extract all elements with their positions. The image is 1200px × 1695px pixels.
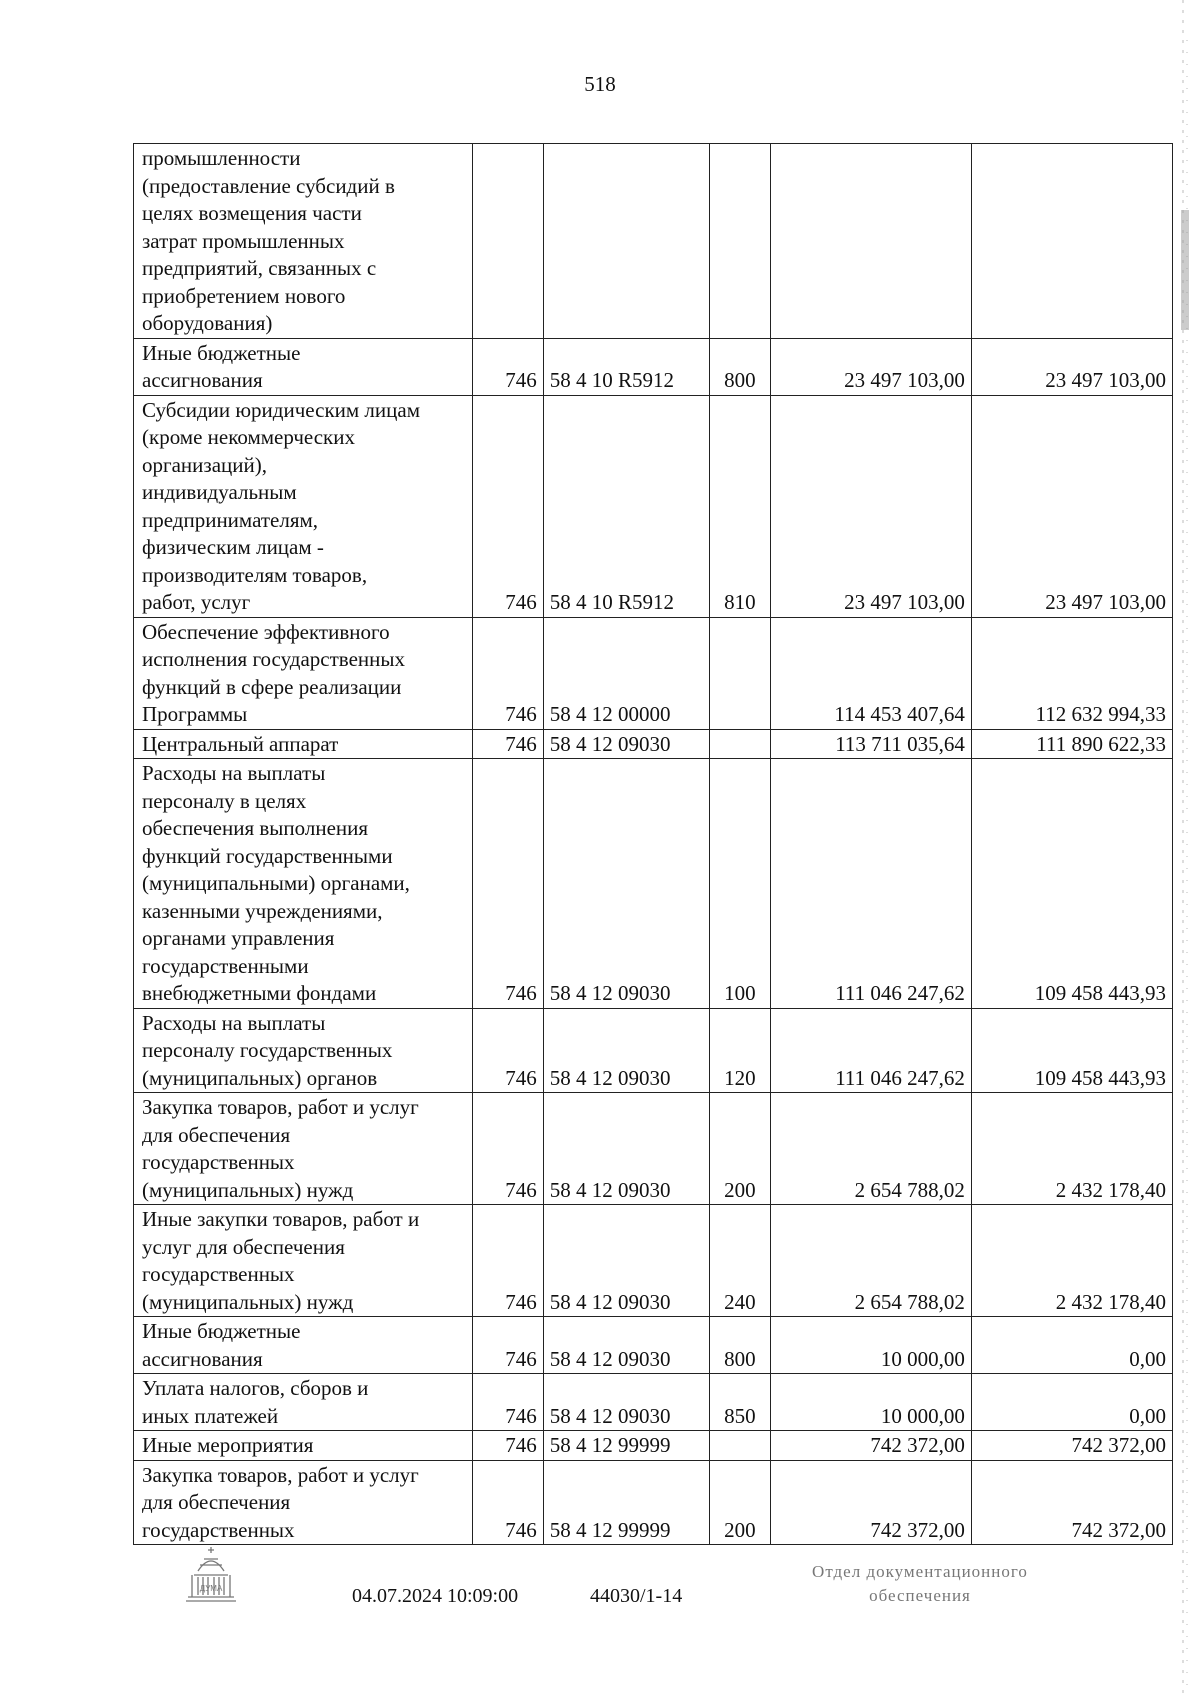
row-ved-code: 746: [473, 1317, 544, 1374]
footer-document-number: 44030/1-14: [590, 1585, 683, 1607]
row-expense-type: 200: [710, 1093, 771, 1205]
row-name: [134, 338, 473, 395]
row-expense-type: 120: [710, 1008, 771, 1093]
row-amount-1: 114 453 407,64: [770, 617, 971, 729]
row-target-article: 58 4 10 R5912: [543, 395, 709, 617]
row-name-text: Субсидии юридическим лицам (кроме некоммерческих организаций), индивидуальным предпринимателям, физическим лицам - производителям товаров, работ, услуг: [142, 397, 420, 614]
table-row: [134, 1008, 1173, 1093]
row-amount-1: 2 654 788,02: [770, 1093, 971, 1205]
table-row: [134, 1460, 1173, 1545]
row-target-article: 58 4 12 09030: [543, 1093, 709, 1205]
row-amount-2: 2 432 178,40: [971, 1205, 1172, 1317]
row-amount-1: 10 000,00: [770, 1374, 971, 1431]
row-target-article: 58 4 12 09030: [543, 1317, 709, 1374]
department-stamp: [770, 1560, 1070, 1608]
row-amount-1: 742 372,00: [770, 1460, 971, 1545]
row-ved-code: 746: [473, 1460, 544, 1545]
row-target-article: 58 4 12 09030: [543, 729, 709, 759]
row-amount-2: 109 458 443,93: [971, 1008, 1172, 1093]
row-amount-2: 0,00: [971, 1317, 1172, 1374]
svg-text:ДУМА: ДУМА: [199, 1584, 223, 1593]
row-ved-code: 746: [473, 395, 544, 617]
page-number: 518: [584, 72, 616, 96]
row-name: [134, 144, 473, 339]
row-name-text: Обеспечение эффективного исполнения государственных функций в сфере реализации Программы: [142, 619, 405, 726]
row-name-text: Уплата налогов, сборов и иных платежей: [142, 1376, 369, 1428]
row-expense-type: 800: [710, 1317, 771, 1374]
row-amount-2: 111 890 622,33: [971, 729, 1172, 759]
row-amount-2: 23 497 103,00: [971, 395, 1172, 617]
table-row: [134, 1093, 1173, 1205]
row-amount-1: 23 497 103,00: [770, 338, 971, 395]
footer-datetime: 04.07.2024 10:09:00: [352, 1585, 519, 1607]
table-row: [134, 617, 1173, 729]
row-amount-2: 112 632 994,33: [971, 617, 1172, 729]
row-amount-2: [971, 144, 1172, 339]
row-ved-code: 746: [473, 1093, 544, 1205]
row-amount-1: 2 654 788,02: [770, 1205, 971, 1317]
table-row: [134, 395, 1173, 617]
row-expense-type: [710, 1431, 771, 1461]
table-row: [134, 729, 1173, 759]
row-ved-code: 746: [473, 1374, 544, 1431]
row-ved-code: 746: [473, 1205, 544, 1317]
row-name: [134, 1431, 473, 1461]
row-expense-type: 200: [710, 1460, 771, 1545]
row-ved-code: [473, 144, 544, 339]
row-ved-code: 746: [473, 1008, 544, 1093]
row-amount-2: 23 497 103,00: [971, 338, 1172, 395]
row-expense-type: 850: [710, 1374, 771, 1431]
row-target-article: 58 4 10 R5912: [543, 338, 709, 395]
row-amount-1: 23 497 103,00: [770, 395, 971, 617]
row-amount-2: 742 372,00: [971, 1431, 1172, 1461]
row-amount-2: 2 432 178,40: [971, 1093, 1172, 1205]
row-amount-1: 111 046 247,62: [770, 759, 971, 1009]
row-expense-type: [710, 144, 771, 339]
budget-table-body: [134, 144, 1173, 1545]
row-name: [134, 1317, 473, 1374]
stamp-line-1: Отдел документационного: [812, 1562, 1028, 1581]
row-target-article: 58 4 12 09030: [543, 1008, 709, 1093]
row-ved-code: 746: [473, 617, 544, 729]
row-name: [134, 1008, 473, 1093]
row-amount-1: 10 000,00: [770, 1317, 971, 1374]
row-name: [134, 1093, 473, 1205]
row-name-text: Закупка товаров, работ и услуг для обеспечения государственных: [142, 1462, 419, 1542]
table-row: [134, 338, 1173, 395]
row-target-article: 58 4 12 99999: [543, 1460, 709, 1545]
row-name-text: Иные закупки товаров, работ и услуг для обеспечения государственных (муниципальных) нужд: [142, 1207, 420, 1314]
row-name: [134, 395, 473, 617]
row-name: [134, 1460, 473, 1545]
row-ved-code: 746: [473, 729, 544, 759]
row-expense-type: 800: [710, 338, 771, 395]
budget-table: [133, 143, 1173, 1545]
row-name: [134, 617, 473, 729]
scan-edge-marks: [1180, 0, 1190, 1695]
table-row: [134, 1431, 1173, 1461]
row-target-article: 58 4 12 00000: [543, 617, 709, 729]
row-target-article: 58 4 12 99999: [543, 1431, 709, 1461]
row-amount-2: 0,00: [971, 1374, 1172, 1431]
row-name-text: Иные бюджетные ассигнования: [142, 340, 301, 392]
table-row: [134, 144, 1173, 339]
row-amount-1: 742 372,00: [770, 1431, 971, 1461]
row-name-text: промышленности (предоставление субсидий в целях возмещения части затрат промышленных предприятий, связанных с приобретением нового оборудования): [142, 146, 395, 335]
row-expense-type: [710, 729, 771, 759]
row-amount-1: 113 711 035,64: [770, 729, 971, 759]
table-row: [134, 1374, 1173, 1431]
row-name-text: Закупка товаров, работ и услуг для обеспечения государственных (муниципальных) нужд: [142, 1095, 419, 1202]
row-name-text: Иные мероприятия: [142, 1433, 314, 1457]
row-name: [134, 1374, 473, 1431]
row-ved-code: 746: [473, 759, 544, 1009]
table-row: [134, 1317, 1173, 1374]
row-target-article: 58 4 12 09030: [543, 759, 709, 1009]
row-expense-type: [710, 617, 771, 729]
row-name-text: Иные бюджетные ассигнования: [142, 1319, 301, 1371]
row-target-article: 58 4 12 09030: [543, 1205, 709, 1317]
row-amount-1: [770, 144, 971, 339]
row-name-text: Центральный аппарат: [142, 731, 339, 756]
row-expense-type: 240: [710, 1205, 771, 1317]
row-amount-2: 109 458 443,93: [971, 759, 1172, 1009]
duma-logo-icon: [180, 1545, 242, 1609]
row-amount-2: 742 372,00: [971, 1460, 1172, 1545]
row-name-text: Расходы на выплаты персоналу государственных (муниципальных) органов: [142, 1010, 393, 1090]
row-name: [134, 729, 473, 759]
table-row: [134, 1205, 1173, 1317]
row-ved-code: 746: [473, 338, 544, 395]
table-row: [134, 759, 1173, 1009]
row-target-article: 58 4 12 09030: [543, 1374, 709, 1431]
row-name-text: Расходы на выплаты персоналу в целях обеспечения выполнения функций государственными (муниципальными) органами, казенными учреждениями, органами управления государственными внебюджетными фондами: [142, 761, 410, 1005]
row-ved-code: 746: [473, 1431, 544, 1461]
row-name: [134, 1205, 473, 1317]
row-target-article: [543, 144, 709, 339]
row-expense-type: 100: [710, 759, 771, 1009]
row-expense-type: 810: [710, 395, 771, 617]
row-name: [134, 759, 473, 1009]
stamp-line-2: обеспечения: [869, 1586, 971, 1605]
row-amount-1: 111 046 247,62: [770, 1008, 971, 1093]
